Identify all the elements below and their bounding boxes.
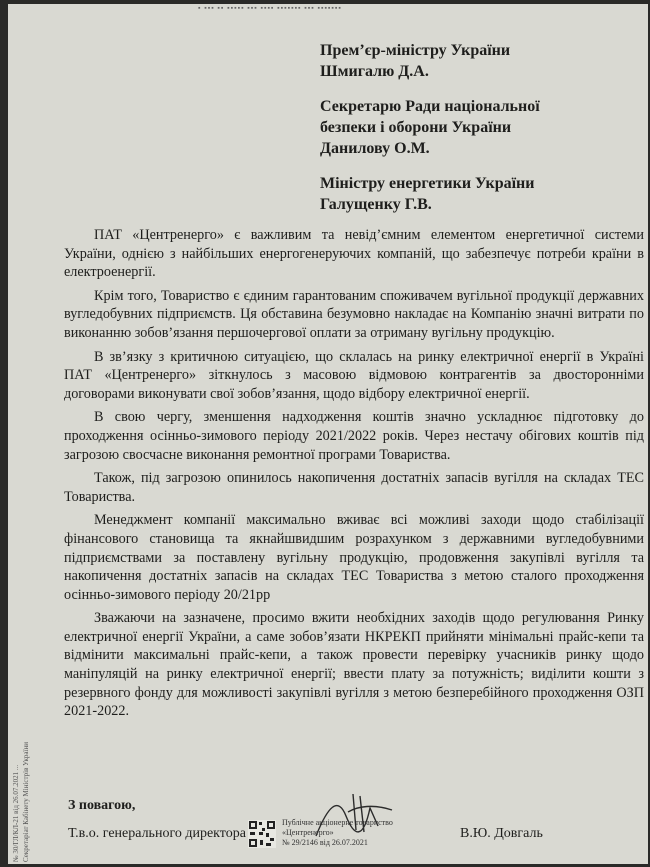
stamp-text [282,818,452,848]
addressee-line: Данилову О.М. [320,140,430,157]
stamp-line: Публічне акціонерне товариство [282,818,393,827]
signatory-name: В.Ю. Довгаль [460,826,543,841]
body-paragraph: Крім того, Товариство є єдиним гарантованим споживачем вугільної продукції державних вугледобувних підприємств. Ця обставина безумовно накладає на Компанію значні витрати по виконанню зобов’язання першочергової оплати за отриману вугільну продукцію. [64,287,644,341]
side-registration-stamp [8,704,42,864]
addressee-line: Міністру енергетики України [320,175,535,192]
body-paragraph: Зважаючи на зазначене, просимо вжити необхідних заходів щодо регулювання Ринку електричної енергії України, а саме зобов’язати НКРЕКП прийняти мінімальні прайс-кепи та відмінити максимальні прайс-кепи, а також провести перевірку учасників ринку щодо маніпуляцій на ринку електричної енергії; ввести плату за потужність; виділити кошти з резервного фонду для можливості закупівлі вугілля з метою безперебійного проходження ОЗП 2021-2022. [64,610,644,720]
top-registration-strip: ▪ ▪▪▪ ▪▪ ▪▪▪▪▪ ▪▪▪ ▪▪▪▪ ▪▪▪▪▪▪▪ ▪▪▪ ▪▪▪▪▪▪▪ [198,4,342,12]
document-page [8,4,648,864]
stamp-line: «Центренерго» [282,828,334,837]
addressee-line: Галущенку Г.В. [320,196,432,213]
addressee-prime-minister [320,40,640,82]
addressees [320,40,640,229]
addressee-energy-minister [320,173,640,215]
addressee-line: Шмигалю Д.А. [320,63,429,80]
body-paragraph: Також, під загрозою опинилось накопичення достатніх запасів вугілля на складах ТЕС Товариства. [64,470,644,505]
body-paragraph: Менеджмент компанії максимально вживає всі можливі заходи щодо стабілізації фінансового становища та якнайшвидшим розрахунком з державними вугледобувними підприємствами за поставлену вугільну продукцію, продовження закупівлі вугілля та накопичення достатніх запасів на складах ТЕС Товариства з метою сталого проходження осінньо-зимового періоду 20/21рр [64,512,644,603]
signature-block [58,792,648,864]
letter-body [64,226,644,726]
electronic-signature-stamp [248,816,448,860]
signatory-position: Т.в.о. генерального директора [68,826,246,841]
side-stamp-line: № 30/ГЛ/КЛ-21 від 26.07.2021 ... [12,764,20,862]
stamp-line: № 29/2146 від 26.07.2021 [282,838,368,847]
addressee-line: Прем’єр-міністру України [320,42,511,59]
addressee-line: безпеки і оборони України [320,119,512,136]
body-paragraph: В свою чергу, зменшення надходження коштів значно ускладнює підготовку до проходження осінньо-зимового періоду 2021/2022 років. Через нестачу обігових коштів під загрозою свосчасне виконання ремонтної програми Товариства. [64,409,644,463]
qr-code-icon [248,820,276,848]
body-paragraph: В зв’язку з критичною ситуацією, що склалась на ринку електричної енергії в Україні ПАТ «Центренерго» зіткнулось з масовою відмовою контрагентів за двосторонніми договорами виконувати свої зобов’язання, щодо відбору електричної енергії. [64,348,644,402]
closing-regards: З повагою, [68,798,136,813]
addressee-line: Секретарю Ради національної [320,98,540,115]
body-paragraph: ПАТ «Центренерго» є важливим та невід’ємним елементом енергетичної системи України, однією з найбільших енергогенеруючих компаній, що забезпечує потреби країни в електроенергії. [64,227,644,281]
side-stamp-line: Секретаріат Кабінету Міністрів України [22,742,30,862]
addressee-nsdc-secretary [320,96,640,159]
